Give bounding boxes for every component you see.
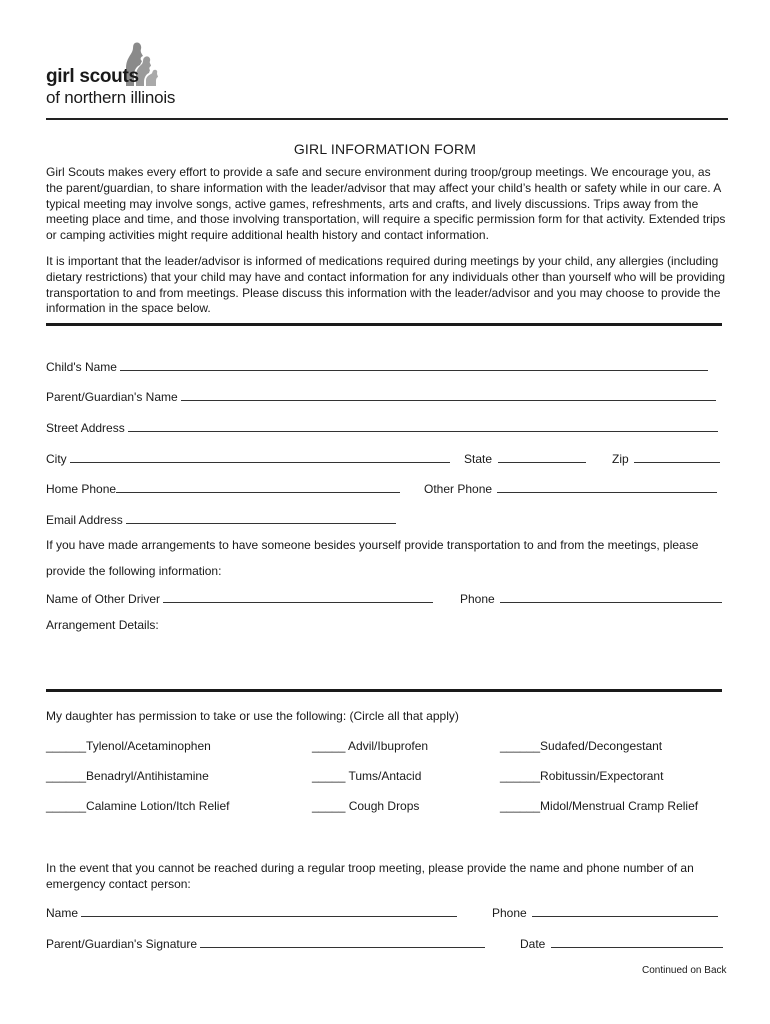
street-row: Street Address [46, 420, 718, 435]
medication-option[interactable]: _____ Tums/Antacid [312, 769, 422, 783]
emergency-phone-field[interactable] [532, 905, 718, 917]
city-field[interactable] [70, 451, 450, 463]
medication-option[interactable]: ______Benadryl/Antihistamine [46, 769, 209, 783]
street-field[interactable] [128, 420, 718, 432]
driver-name-field[interactable] [163, 591, 433, 603]
medication-option[interactable]: ______Sudafed/Decongestant [500, 739, 663, 753]
driver-phone-field[interactable] [500, 591, 722, 603]
arrangement-details-label: Arrangement Details: [46, 618, 159, 632]
city-row: City [46, 451, 450, 466]
emergency-name-field[interactable] [81, 905, 457, 917]
continued-note: Continued on Back [642, 965, 727, 976]
driver-phone-row: Phone [460, 591, 722, 606]
medication-option[interactable]: _____ Cough Drops [312, 799, 420, 813]
date-field[interactable] [551, 936, 723, 948]
zip-field[interactable] [634, 451, 720, 463]
zip-row: Zip [612, 451, 720, 466]
parent-name-field[interactable] [181, 389, 716, 401]
child-name-row: Child's Name [46, 359, 708, 374]
driver-row: Name of Other Driver [46, 591, 433, 606]
email-field[interactable] [126, 512, 396, 524]
email-row: Email Address [46, 512, 396, 527]
state-field[interactable] [498, 451, 586, 463]
medication-info-paragraph: It is important that the leader/advisor is informed of medications required during meetings by your child, any allergies (including dietary restrictions) that your child may have and contact information for any individuals other than yourself who will be providing transportation to and from meetings. Please discuss this information with the leader/advisor and you may choose to provide the information in the space below. [46, 254, 726, 316]
org-name: girl scouts [46, 66, 139, 87]
section-divider [46, 323, 722, 326]
arrangement-details-field[interactable] [46, 636, 722, 684]
emergency-intro: In the event that you cannot be reached during a regular troop meeting, please provide the name and phone number of an emergency contact person: [46, 861, 694, 891]
medication-option[interactable]: ______Robitussin/Expectorant [500, 769, 664, 783]
transport-instructions: If you have made arrangements to have someone besides yourself provide transportation to and from the meetings, please [46, 538, 699, 552]
medication-option[interactable]: ______Calamine Lotion/Itch Relief [46, 799, 230, 813]
medication-option[interactable]: ______Tylenol/Acetaminophen [46, 739, 211, 753]
other-phone-field[interactable] [497, 481, 717, 493]
intro-paragraph: Girl Scouts makes every effort to provide a safe and secure environment during troop/group meetings. We encourage you, as the parent/guardian, to share information with the leader/advisor that may affect your child’s health or safety while in our care. A typical meeting may involve songs, active games, refreshments, arts and crafts, and lively discussions. Trips away from the meeting place and time, and those involving transportation, will require a specific permission form for that activity. Extended trips or camping activities might require additional health history and contact information. [46, 165, 726, 243]
parent-name-row: Parent/Guardian's Name [46, 389, 716, 404]
signature-field[interactable] [200, 936, 485, 948]
transport-instructions-2: provide the following information: [46, 564, 222, 578]
date-row: Date [520, 936, 723, 951]
org-region: of northern illinois [46, 88, 176, 107]
header-divider [46, 118, 728, 120]
medication-option[interactable]: ______Midol/Menstrual Cramp Relief [500, 799, 699, 813]
other-phone-row: Other Phone [424, 481, 717, 496]
state-row: State [464, 451, 586, 466]
home-phone-field[interactable] [116, 481, 400, 493]
signature-row: Parent/Guardian's Signature [46, 936, 485, 951]
section-divider [46, 689, 722, 692]
child-name-field[interactable] [120, 359, 708, 371]
medication-option[interactable]: _____ Advil/Ibuprofen [312, 739, 429, 753]
emergency-name-row: Name [46, 905, 457, 920]
emergency-phone-row: Phone [492, 905, 718, 920]
form-title: GIRL INFORMATION FORM [293, 141, 477, 157]
medications-heading: My daughter has permission to take or use the following: (Circle all that apply) [46, 709, 459, 723]
home-phone-row: Home Phone [46, 481, 400, 496]
